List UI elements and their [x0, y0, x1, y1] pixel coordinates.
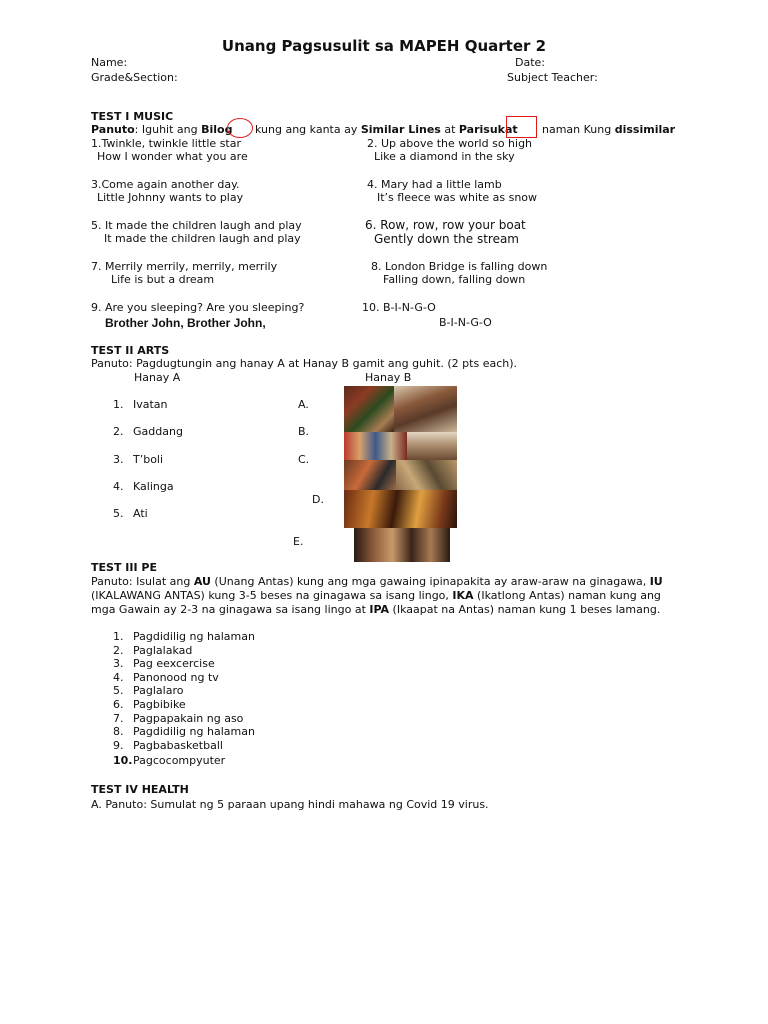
song-10-line-1: 10. B-I-N-G-O	[362, 301, 436, 314]
hanay-a-item: 4. Kalinga	[113, 480, 174, 493]
panuto-label: Panuto	[91, 123, 135, 136]
song-2-line-1: 2. Up above the world so high	[367, 137, 533, 150]
pe-list-item: 4. Panonood ng tv	[113, 671, 219, 684]
music-instruction-end: naman Kung dissimilar	[542, 123, 676, 136]
hanay-a-header: Hanay A	[134, 371, 181, 384]
photo-tribal-dance	[344, 490, 457, 528]
hanay-a-item: 5. Ati	[113, 507, 148, 520]
hanay-a-item: 1. Ivatan	[113, 398, 168, 411]
song-3-line-1: 3.Come again another day.	[91, 178, 240, 191]
pe-instruction-line-2: (IKALAWANG ANTAS) kung 3-5 beses na ginagawa sa isang lingo, IKA (Ikatlong Antas) naman kung ang	[91, 589, 661, 602]
photo-woven-textile	[344, 432, 407, 460]
song-4-line-2: It’s fleece was white as snow	[377, 191, 538, 204]
hanay-b-header: Hanay B	[365, 371, 412, 384]
pe-instruction-line-1: Panuto: Isulat ang AU (Unang Antas) kung ang mga gawaing ipinapakita ay araw-araw na ginagawa, IU	[91, 575, 663, 588]
photo-baskets	[396, 460, 457, 490]
song-9-line-1: 9. Are you sleeping? Are you sleeping?	[91, 301, 305, 314]
arts-instruction: Panuto: Pagdugtungin ang hanay A at Hanay B gamit ang guhit. (2 pts each).	[91, 357, 518, 370]
pe-list-item: 6. Pagbibike	[113, 698, 186, 711]
hanay-a-item: 2. Gaddang	[113, 425, 183, 438]
pe-list-item: 10.Pagcocompyuter	[113, 754, 226, 767]
hanay-b-label: A.	[298, 398, 309, 411]
subject-teacher-label: Subject Teacher:	[507, 71, 598, 84]
song-8-line-1: 8. London Bridge is falling down	[371, 260, 548, 273]
music-heading: TEST I MUSIC	[91, 110, 174, 123]
song-7-line-1: 7. Merrily merrily, merrily, merrily	[91, 260, 278, 273]
circle-shape-icon	[227, 118, 253, 138]
song-8-line-2: Falling down, falling down	[383, 273, 526, 286]
pe-list-item: 9. Pagbabasketball	[113, 739, 223, 752]
song-1-line-2: How I wonder what you are	[97, 150, 248, 163]
hanay-b-label: B.	[298, 425, 310, 438]
song-10-line-2: B-I-N-G-O	[439, 316, 492, 329]
grade-section-label: Grade&Section:	[91, 71, 178, 84]
pe-heading: TEST III PE	[91, 561, 157, 574]
song-5-line-2: It made the children laugh and play	[104, 232, 301, 245]
date-label: Date:	[515, 56, 545, 69]
hanay-a-item: 3. T’boli	[113, 453, 164, 466]
photo-tribal-attire	[344, 386, 394, 432]
pe-list-item: 1. Pagdidilig ng halaman	[113, 630, 255, 643]
song-4-line-1: 4. Mary had a little lamb	[367, 178, 502, 191]
name-label: Name:	[91, 56, 128, 69]
song-3-line-2: Little Johnny wants to play	[97, 191, 244, 204]
song-2-line-2: Like a diamond in the sky	[374, 150, 515, 163]
health-heading: TEST IV HEALTH	[91, 783, 189, 796]
bilog-word: Bilog	[201, 123, 233, 136]
pe-list-item: 2. Paglalakad	[113, 644, 193, 657]
pe-instruction-line-3: mga Gawain ay 2-3 na ginagawa sa isang lingo at IPA (Ikaapat na Antas) naman kung 1 beses lamang.	[91, 603, 661, 616]
photo-tribal-attire	[394, 386, 457, 432]
square-shape-icon	[506, 116, 537, 138]
song-7-line-2: Life is but a dream	[111, 273, 215, 286]
hanay-b-label: C.	[298, 453, 310, 466]
music-instruction-cont: kung ang kanta ay Similar Lines at Parisukat	[255, 123, 518, 136]
pe-list-item: 7. Pagpapakain ng aso	[113, 712, 244, 725]
hanay-b-label: E.	[293, 535, 304, 548]
music-instruction: Panuto: Iguhit ang Bilog	[91, 123, 233, 136]
song-1-line-1: 1.Twinkle, twinkle little star	[91, 137, 241, 150]
photo-tribal-attire	[344, 460, 396, 490]
pe-list-item: 8. Pagdidilig ng halaman	[113, 725, 255, 738]
pe-list-item: 5. Paglalaro	[113, 684, 184, 697]
song-5-line-1: 5. It made the children laugh and play	[91, 219, 302, 232]
photo-tribal-people	[354, 528, 450, 562]
page-title: Unang Pagsusulit sa MAPEH Quarter 2	[221, 37, 547, 55]
arts-heading: TEST II ARTS	[91, 344, 170, 357]
health-instruction: A. Panuto: Sumulat ng 5 paraan upang hindi mahawa ng Covid 19 virus.	[91, 798, 489, 811]
hanay-b-label: D.	[312, 493, 324, 506]
song-6-line-2: Gently down the stream	[374, 232, 519, 246]
song-9-line-2: Brother John, Brother John,	[105, 316, 266, 330]
photo-tribal-attire	[407, 432, 457, 460]
pe-list-item: 3. Pag eexcercise	[113, 657, 215, 670]
song-6-line-1: 6. Row, row, row your boat	[365, 218, 526, 232]
